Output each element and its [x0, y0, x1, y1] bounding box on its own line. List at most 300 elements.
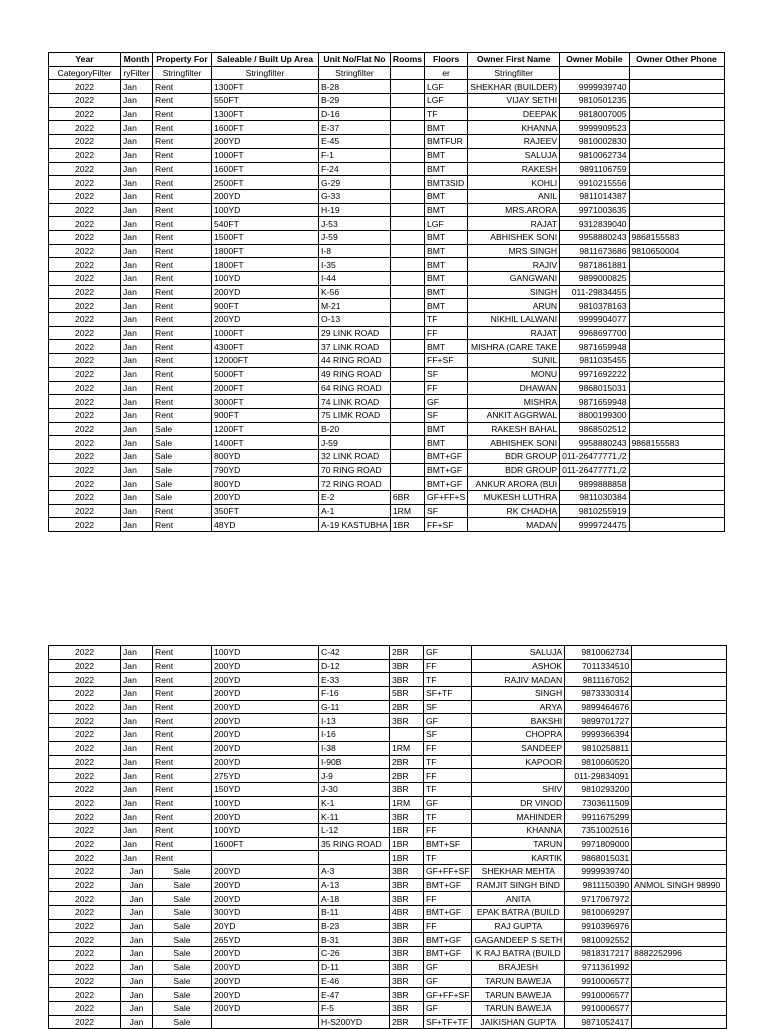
table-cell[interactable]: 540FT — [212, 217, 319, 231]
table-cell[interactable]: Jan — [121, 326, 153, 340]
table-cell[interactable] — [390, 272, 424, 286]
table-cell[interactable]: Jan — [121, 673, 153, 687]
table-cell[interactable]: I-38 — [319, 741, 390, 755]
table-cell[interactable] — [629, 285, 724, 299]
table-cell[interactable] — [632, 933, 727, 947]
table-cell[interactable]: Jan — [121, 1001, 153, 1015]
col-header-unit[interactable]: Unit No/Flat No — [319, 53, 391, 67]
table-cell[interactable]: K RAJ BATRA (BUILD — [472, 947, 565, 961]
table-cell[interactable]: ARYA — [472, 700, 565, 714]
table-cell[interactable]: RAKESH — [468, 162, 560, 176]
table-cell[interactable]: 1000FT — [212, 148, 319, 162]
table-cell[interactable]: 1600FT — [212, 162, 319, 176]
table-cell[interactable]: Jan — [121, 714, 153, 728]
table-cell[interactable]: 200YD — [212, 313, 319, 327]
table-cell[interactable] — [390, 408, 424, 422]
table-cell[interactable]: Sale — [153, 906, 212, 920]
table-cell[interactable]: 9899464676 — [565, 700, 632, 714]
table-cell[interactable]: 2022 — [49, 504, 121, 518]
table-cell[interactable]: BAKSHI — [472, 714, 565, 728]
table-cell[interactable]: ABHISHEK SONI — [468, 230, 560, 244]
table-cell[interactable]: 9910006577 — [565, 1001, 632, 1015]
table-cell[interactable]: 2022 — [49, 741, 121, 755]
table-cell[interactable]: 011-26477771,/2 — [560, 449, 629, 463]
table-cell[interactable] — [629, 518, 724, 532]
table-cell[interactable]: B-31 — [319, 933, 390, 947]
table-cell[interactable]: SALUJA — [472, 646, 565, 660]
table-cell[interactable]: BMT+SF — [424, 837, 472, 851]
table-cell[interactable] — [632, 728, 727, 742]
table-cell[interactable]: 3BR — [390, 988, 424, 1002]
table-cell[interactable]: FF — [424, 741, 472, 755]
table-cell[interactable]: Jan — [121, 823, 153, 837]
table-cell[interactable]: 011-26477771,/2 — [560, 463, 629, 477]
table-cell[interactable]: FF — [424, 659, 472, 673]
table-cell[interactable]: Sale — [153, 878, 212, 892]
table-cell[interactable] — [629, 408, 724, 422]
table-cell[interactable]: MRS SINGH — [468, 244, 560, 258]
col-header-month[interactable]: Month — [121, 53, 153, 67]
table-cell[interactable]: 9871052417 — [565, 1015, 632, 1029]
table-cell[interactable]: 100YD — [212, 796, 319, 810]
table-cell[interactable]: Sale — [153, 892, 212, 906]
table-cell[interactable]: 100YD — [212, 203, 319, 217]
table-cell[interactable]: 2022 — [49, 960, 121, 974]
table-cell[interactable] — [629, 80, 724, 94]
table-cell[interactable]: Jan — [121, 463, 153, 477]
table-cell[interactable]: 2022 — [49, 408, 121, 422]
table-cell[interactable] — [629, 449, 724, 463]
table-cell[interactable]: Jan — [121, 865, 153, 879]
table-cell[interactable] — [390, 436, 424, 450]
table-cell[interactable]: Jan — [121, 107, 153, 121]
table-cell[interactable]: A-1 — [319, 504, 391, 518]
table-cell[interactable]: Rent — [153, 796, 212, 810]
table-cell[interactable]: Jan — [121, 878, 153, 892]
table-cell[interactable]: 9868015031 — [560, 381, 629, 395]
filter-floors[interactable]: er — [425, 66, 468, 80]
table-cell[interactable]: FF — [424, 919, 472, 933]
table-cell[interactable]: Jan — [121, 244, 153, 258]
table-cell[interactable]: GF — [425, 395, 468, 409]
table-cell[interactable] — [472, 769, 565, 783]
table-cell[interactable]: ANIL — [468, 189, 560, 203]
table-cell[interactable]: RAJAT — [468, 217, 560, 231]
table-cell[interactable] — [390, 313, 424, 327]
table-cell[interactable]: 2022 — [49, 80, 121, 94]
table-cell[interactable]: 9811673686 — [560, 244, 629, 258]
table-cell[interactable]: Rent — [153, 189, 212, 203]
table-cell[interactable]: 2022 — [49, 851, 121, 865]
filter-owner-name[interactable]: Stringfilter — [468, 66, 560, 80]
table-cell[interactable]: FF — [425, 326, 468, 340]
table-cell[interactable]: Jan — [121, 796, 153, 810]
table-cell[interactable]: B-11 — [319, 906, 390, 920]
table-cell[interactable]: 2022 — [49, 687, 121, 701]
table-cell[interactable] — [390, 285, 424, 299]
table-cell[interactable]: C-26 — [319, 947, 390, 961]
table-cell[interactable]: SALUJA — [468, 148, 560, 162]
table-cell[interactable]: 350FT — [212, 504, 319, 518]
table-cell[interactable]: FF — [424, 823, 472, 837]
table-cell[interactable]: 1600FT — [212, 121, 319, 135]
table-cell[interactable]: 200YD — [212, 673, 319, 687]
table-cell[interactable]: SF — [425, 408, 468, 422]
table-cell[interactable]: 2022 — [49, 230, 121, 244]
table-cell[interactable]: Rent — [153, 823, 212, 837]
table-cell[interactable]: Rent — [153, 646, 212, 660]
table-cell[interactable] — [390, 121, 424, 135]
table-cell[interactable]: RAMJIT SINGH BIND — [472, 878, 565, 892]
table-cell[interactable]: 9899000825 — [560, 272, 629, 286]
table-cell[interactable]: MADAN — [468, 518, 560, 532]
table-cell[interactable] — [390, 395, 424, 409]
table-cell[interactable]: A-13 — [319, 878, 390, 892]
table-cell[interactable]: 200YD — [212, 878, 319, 892]
table-cell[interactable] — [632, 988, 727, 1002]
table-cell[interactable]: Jan — [121, 782, 153, 796]
table-cell[interactable]: GF — [424, 960, 472, 974]
table-cell[interactable]: Rent — [153, 299, 212, 313]
table-cell[interactable] — [629, 272, 724, 286]
table-cell[interactable]: 2022 — [49, 769, 121, 783]
table-cell[interactable]: 9811014387 — [560, 189, 629, 203]
col-header-owner-mobile[interactable]: Owner Mobile — [560, 53, 629, 67]
table-cell[interactable]: BMT — [425, 299, 468, 313]
table-cell[interactable]: 64 RING ROAD — [319, 381, 391, 395]
table-cell[interactable]: 2022 — [49, 285, 121, 299]
table-cell[interactable]: Rent — [153, 518, 212, 532]
table-cell[interactable]: 9910006577 — [565, 988, 632, 1002]
table-cell[interactable] — [632, 687, 727, 701]
table-cell[interactable]: Sale — [153, 477, 212, 491]
table-cell[interactable] — [632, 810, 727, 824]
table-cell[interactable]: TF — [424, 810, 472, 824]
table-cell[interactable] — [629, 326, 724, 340]
table-cell[interactable]: 2022 — [49, 107, 121, 121]
table-cell[interactable]: Jan — [121, 947, 153, 961]
table-cell[interactable]: 9811035455 — [560, 354, 629, 368]
table-cell[interactable] — [629, 504, 724, 518]
table-cell[interactable]: TF — [425, 107, 468, 121]
table-cell[interactable]: Jan — [121, 285, 153, 299]
table-cell[interactable] — [632, 851, 727, 865]
table-cell[interactable]: 2022 — [49, 135, 121, 149]
table-cell[interactable]: TF — [424, 673, 472, 687]
table-cell[interactable]: LGF — [425, 217, 468, 231]
table-cell[interactable]: SHIV — [472, 782, 565, 796]
table-cell[interactable] — [632, 769, 727, 783]
table-cell[interactable]: SF — [425, 504, 468, 518]
table-cell[interactable]: Rent — [153, 837, 212, 851]
table-cell[interactable]: 35 RING ROAD — [319, 837, 390, 851]
table-cell[interactable]: 5BR — [390, 687, 424, 701]
table-cell[interactable]: 790YD — [212, 463, 319, 477]
table-cell[interactable]: 200YD — [212, 135, 319, 149]
table-cell[interactable] — [390, 230, 424, 244]
table-cell[interactable]: K-1 — [319, 796, 390, 810]
table-cell[interactable]: Jan — [121, 741, 153, 755]
table-cell[interactable]: 9810062734 — [565, 646, 632, 660]
table-cell[interactable]: Rent — [153, 782, 212, 796]
table-cell[interactable]: 2022 — [49, 865, 121, 879]
table-cell[interactable]: 9871861881 — [560, 258, 629, 272]
table-cell[interactable]: 200YD — [212, 988, 319, 1002]
table-cell[interactable]: BMT — [425, 422, 468, 436]
table-cell[interactable]: 200YD — [212, 974, 319, 988]
table-cell[interactable]: G-29 — [319, 176, 391, 190]
table-cell[interactable]: I-16 — [319, 728, 390, 742]
table-cell[interactable]: J-9 — [319, 769, 390, 783]
table-cell[interactable]: 200YD — [212, 810, 319, 824]
table-cell[interactable]: FF — [425, 381, 468, 395]
table-cell[interactable]: 2022 — [49, 313, 121, 327]
table-cell[interactable]: Rent — [153, 176, 212, 190]
table-cell[interactable]: 3BR — [390, 919, 424, 933]
table-cell[interactable]: Jan — [121, 135, 153, 149]
table-cell[interactable]: MISHRA — [468, 395, 560, 409]
table-cell[interactable]: 48YD — [212, 518, 319, 532]
table-cell[interactable] — [629, 148, 724, 162]
table-cell[interactable]: Sale — [153, 449, 212, 463]
table-cell[interactable]: Jan — [121, 518, 153, 532]
table-cell[interactable]: RK CHADHA — [468, 504, 560, 518]
table-cell[interactable]: MRS.ARORA — [468, 203, 560, 217]
table-cell[interactable]: BRAJESH — [472, 960, 565, 974]
table-cell[interactable]: 75 LIMK ROAD — [319, 408, 391, 422]
table-cell[interactable]: F-24 — [319, 162, 391, 176]
table-cell[interactable] — [629, 313, 724, 327]
table-cell[interactable]: Jan — [121, 449, 153, 463]
table-cell[interactable]: Jan — [121, 176, 153, 190]
table-cell[interactable]: K-56 — [319, 285, 391, 299]
table-cell[interactable]: 9810378163 — [560, 299, 629, 313]
table-cell[interactable]: RAJAT — [468, 326, 560, 340]
table-cell[interactable]: G-11 — [319, 700, 390, 714]
table-cell[interactable]: 9810060520 — [565, 755, 632, 769]
table-cell[interactable]: BMT+GF — [424, 947, 472, 961]
table-cell[interactable]: Rent — [153, 673, 212, 687]
table-cell[interactable]: 9999724475 — [560, 518, 629, 532]
table-cell[interactable]: Rent — [153, 354, 212, 368]
table-cell[interactable]: 37 LINK ROAD — [319, 340, 391, 354]
table-cell[interactable] — [390, 340, 424, 354]
filter-area[interactable]: Stringfilter — [212, 66, 319, 80]
table-cell[interactable]: 2022 — [49, 947, 121, 961]
table-cell[interactable]: Jan — [121, 755, 153, 769]
table-cell[interactable]: 9810258811 — [565, 741, 632, 755]
table-cell[interactable]: H-19 — [319, 203, 391, 217]
table-cell[interactable]: 550FT — [212, 94, 319, 108]
table-cell[interactable]: Rent — [153, 408, 212, 422]
table-cell[interactable]: F-16 — [319, 687, 390, 701]
table-cell[interactable]: Jan — [121, 80, 153, 94]
table-cell[interactable] — [390, 148, 424, 162]
table-cell[interactable]: A-19 KASTUBHA — [319, 518, 391, 532]
table-cell[interactable]: BMT — [425, 244, 468, 258]
table-cell[interactable] — [390, 203, 424, 217]
table-cell[interactable]: Jan — [121, 646, 153, 660]
table-cell[interactable]: 3BR — [390, 878, 424, 892]
table-cell[interactable]: Jan — [121, 933, 153, 947]
table-cell[interactable]: 2022 — [49, 988, 121, 1002]
table-cell[interactable]: KAPOOR — [472, 755, 565, 769]
table-cell[interactable]: TARUN BAWEJA — [472, 974, 565, 988]
table-cell[interactable]: D-12 — [319, 659, 390, 673]
col-header-property-for[interactable]: Property For — [153, 53, 212, 67]
table-cell[interactable]: 1200FT — [212, 422, 319, 436]
table-cell[interactable] — [632, 659, 727, 673]
table-cell[interactable] — [629, 395, 724, 409]
table-cell[interactable]: Sale — [153, 988, 212, 1002]
table-cell[interactable] — [390, 162, 424, 176]
table-cell[interactable]: Rent — [153, 285, 212, 299]
table-cell[interactable]: GF — [424, 646, 472, 660]
table-cell[interactable] — [390, 299, 424, 313]
table-cell[interactable]: Jan — [121, 837, 153, 851]
table-cell[interactable]: JAIKISHAN GUPTA — [472, 1015, 565, 1029]
table-cell[interactable]: 2022 — [49, 700, 121, 714]
table-cell[interactable]: 1BR — [390, 851, 424, 865]
table-cell[interactable]: E-46 — [319, 974, 390, 988]
table-cell[interactable]: KHANNA — [472, 823, 565, 837]
table-cell[interactable]: 9811030384 — [560, 491, 629, 505]
table-cell[interactable] — [390, 80, 424, 94]
table-cell[interactable]: E-47 — [319, 988, 390, 1002]
table-cell[interactable]: MONU — [468, 367, 560, 381]
table-cell[interactable]: Rent — [153, 217, 212, 231]
table-cell[interactable]: 1BR — [390, 837, 424, 851]
table-cell[interactable]: 200YD — [212, 728, 319, 742]
table-cell[interactable]: SF — [424, 728, 472, 742]
table-cell[interactable]: GF+FF+SF — [424, 865, 472, 879]
table-cell[interactable] — [390, 477, 424, 491]
table-cell[interactable]: Jan — [121, 162, 153, 176]
table-cell[interactable]: Jan — [121, 504, 153, 518]
table-cell[interactable]: 3BR — [390, 933, 424, 947]
table-cell[interactable]: Sale — [153, 491, 212, 505]
table-cell[interactable]: Rent — [153, 741, 212, 755]
table-cell[interactable] — [390, 258, 424, 272]
table-cell[interactable]: I-13 — [319, 714, 390, 728]
table-cell[interactable]: 200YD — [212, 714, 319, 728]
table-cell[interactable]: 44 RING ROAD — [319, 354, 391, 368]
table-cell[interactable]: TF — [425, 313, 468, 327]
table-cell[interactable] — [629, 299, 724, 313]
table-cell[interactable]: 9873330314 — [565, 687, 632, 701]
table-cell[interactable]: GAGANDEEP S SETH — [472, 933, 565, 947]
col-header-owner-name[interactable]: Owner First Name — [468, 53, 560, 67]
table-cell[interactable]: Jan — [121, 1015, 153, 1029]
table-cell[interactable]: 1RM — [390, 796, 424, 810]
table-cell[interactable]: Jan — [121, 851, 153, 865]
table-cell[interactable]: 3BR — [390, 673, 424, 687]
table-cell[interactable]: 200YD — [212, 947, 319, 961]
table-cell[interactable]: B-23 — [319, 919, 390, 933]
table-cell[interactable]: ANMOL SINGH 98990 — [632, 878, 727, 892]
table-cell[interactable]: LGF — [425, 94, 468, 108]
table-cell[interactable]: ANKUR ARORA (BUI — [468, 477, 560, 491]
table-cell[interactable]: ANITA — [472, 892, 565, 906]
table-cell[interactable]: 200YD — [212, 741, 319, 755]
table-cell[interactable]: 200YD — [212, 659, 319, 673]
table-cell[interactable]: 1BR — [390, 823, 424, 837]
table-cell[interactable] — [629, 491, 724, 505]
table-cell[interactable]: Rent — [153, 769, 212, 783]
table-cell[interactable]: 150YD — [212, 782, 319, 796]
table-cell[interactable]: SHEKHAR MEHTA — [472, 865, 565, 879]
table-cell[interactable]: ASHOK — [472, 659, 565, 673]
table-cell[interactable]: I-35 — [319, 258, 391, 272]
table-cell[interactable]: Rent — [153, 258, 212, 272]
table-cell[interactable]: Rent — [153, 755, 212, 769]
table-cell[interactable]: BMT — [425, 258, 468, 272]
table-cell[interactable]: Jan — [121, 381, 153, 395]
table-cell[interactable]: FF — [424, 892, 472, 906]
table-cell[interactable]: RAJEEV — [468, 135, 560, 149]
table-cell[interactable] — [629, 340, 724, 354]
filter-property-for[interactable]: Stringfilter — [153, 66, 212, 80]
table-cell[interactable]: 72 RING ROAD — [319, 477, 391, 491]
table-cell[interactable] — [390, 449, 424, 463]
table-cell[interactable]: 3BR — [390, 974, 424, 988]
table-cell[interactable] — [632, 906, 727, 920]
table-cell[interactable]: 9999939740 — [560, 80, 629, 94]
col-header-year[interactable]: Year — [49, 53, 121, 67]
table-cell[interactable]: KHANNA — [468, 121, 560, 135]
table-cell[interactable]: 9868502512 — [560, 422, 629, 436]
table-cell[interactable] — [629, 258, 724, 272]
table-cell[interactable] — [629, 176, 724, 190]
table-cell[interactable]: 3BR — [390, 947, 424, 961]
table-cell[interactable]: BMT — [425, 148, 468, 162]
table-cell[interactable]: Jan — [121, 395, 153, 409]
table-cell[interactable]: 2022 — [49, 354, 121, 368]
table-cell[interactable] — [390, 135, 424, 149]
table-cell[interactable]: H-S200YD — [319, 1015, 390, 1029]
table-cell[interactable]: 9871659948 — [560, 340, 629, 354]
table-cell[interactable]: Jan — [121, 299, 153, 313]
table-cell[interactable]: 49 RING ROAD — [319, 367, 391, 381]
table-cell[interactable]: FF — [424, 769, 472, 783]
table-cell[interactable]: 2022 — [49, 659, 121, 673]
table-cell[interactable]: Rent — [153, 244, 212, 258]
table-cell[interactable]: C-42 — [319, 646, 390, 660]
table-cell[interactable]: BMT — [425, 272, 468, 286]
table-cell[interactable]: A-18 — [319, 892, 390, 906]
table-cell[interactable]: 1400FT — [212, 436, 319, 450]
table-cell[interactable]: 011-29834455 — [560, 285, 629, 299]
table-cell[interactable]: Rent — [153, 148, 212, 162]
table-cell[interactable]: Rent — [153, 326, 212, 340]
table-cell[interactable]: Rent — [153, 203, 212, 217]
table-cell[interactable]: 2022 — [49, 148, 121, 162]
table-cell[interactable]: KARTIK — [472, 851, 565, 865]
table-cell[interactable]: 9968697700 — [560, 326, 629, 340]
table-cell[interactable] — [629, 463, 724, 477]
table-cell[interactable]: Rent — [153, 659, 212, 673]
table-cell[interactable]: SF — [424, 700, 472, 714]
table-cell[interactable]: Jan — [121, 769, 153, 783]
table-cell[interactable]: Jan — [121, 906, 153, 920]
table-cell[interactable]: 20YD — [212, 919, 319, 933]
table-cell[interactable]: TF — [424, 782, 472, 796]
table-cell[interactable]: CHOPRA — [472, 728, 565, 742]
table-cell[interactable]: E-45 — [319, 135, 391, 149]
table-cell[interactable]: BMT — [425, 203, 468, 217]
table-cell[interactable]: 1RM — [390, 741, 424, 755]
table-cell[interactable]: 9868015031 — [565, 851, 632, 865]
